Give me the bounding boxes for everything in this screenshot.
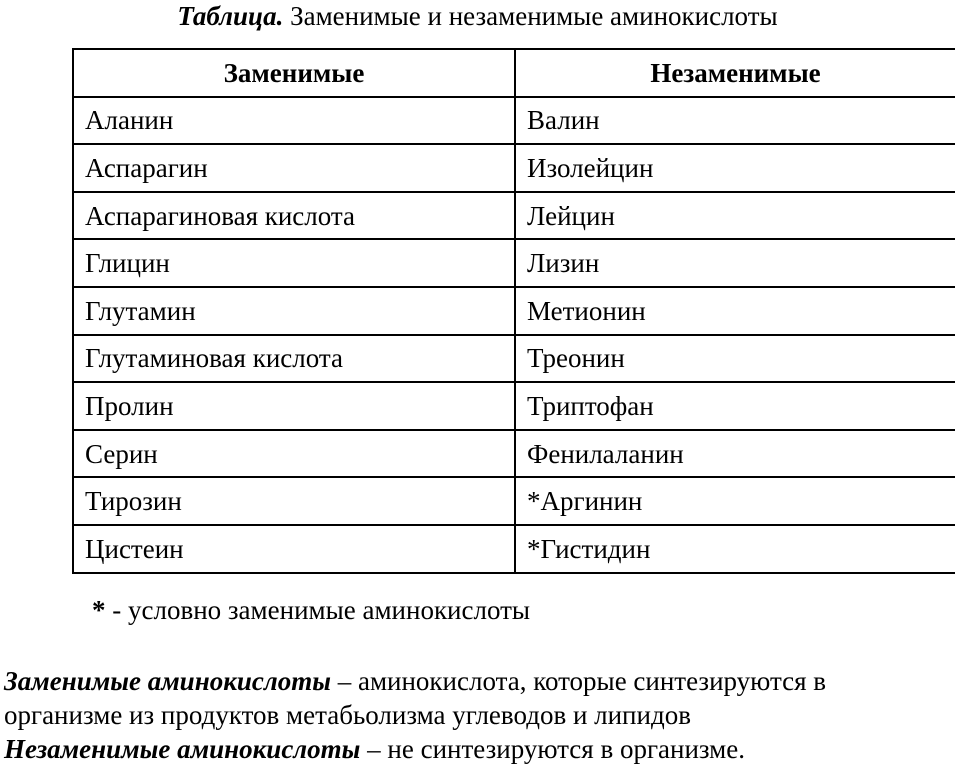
definitions bbox=[4, 664, 955, 766]
table-row bbox=[73, 525, 955, 573]
header-essential: Незаменимые bbox=[515, 49, 955, 97]
replaceable-cell: Глутамин bbox=[73, 287, 515, 335]
essential-cell: Метионин bbox=[515, 287, 955, 335]
header-replaceable: Заменимые bbox=[73, 49, 515, 97]
caption-text: Заменимые и незаменимые аминокислоты bbox=[290, 1, 778, 31]
table-row bbox=[73, 335, 955, 383]
essential-text: – не синтезируются в организме. bbox=[360, 734, 745, 764]
footnote-star: * bbox=[92, 595, 106, 625]
essential-cell: *Аргинин bbox=[515, 477, 955, 525]
replaceable-cell: Глицин bbox=[73, 239, 515, 287]
table-row bbox=[73, 97, 955, 145]
replaceable-cell: Глутаминовая кислота bbox=[73, 335, 515, 383]
essential-cell: Лейцин bbox=[515, 192, 955, 240]
replaceable-cell: Аланин bbox=[73, 97, 515, 145]
replaceable-definition-continued: организме из продуктов метабьолизма углеводов и липидов bbox=[4, 700, 691, 730]
table-row bbox=[73, 192, 955, 240]
essential-term: Незаменимые аминокислоты bbox=[4, 734, 361, 764]
essential-cell: Триптофан bbox=[515, 382, 955, 430]
replaceable-cell: Серин bbox=[73, 430, 515, 478]
table-row bbox=[73, 287, 955, 335]
table-row bbox=[73, 144, 955, 192]
table-header-row bbox=[73, 49, 955, 97]
replaceable-cell: Тирозин bbox=[73, 477, 515, 525]
essential-cell: *Гистидин bbox=[515, 525, 955, 573]
essential-cell: Валин bbox=[515, 97, 955, 145]
essential-cell: Лизин bbox=[515, 239, 955, 287]
replaceable-cell: Аспарагин bbox=[73, 144, 515, 192]
essential-cell: Треонин bbox=[515, 335, 955, 383]
table-row bbox=[73, 382, 955, 430]
footnote-text: - условно заменимые аминокислоты bbox=[105, 595, 531, 625]
essential-cell: Фенилаланин bbox=[515, 430, 955, 478]
footnote bbox=[92, 594, 530, 626]
replaceable-cell: Аспарагиновая кислота bbox=[73, 192, 515, 240]
table-row bbox=[73, 239, 955, 287]
replaceable-definition bbox=[4, 664, 955, 698]
amino-acids-table bbox=[72, 48, 955, 574]
replaceable-term: Заменимые аминокислоты bbox=[4, 666, 331, 696]
table-row bbox=[73, 477, 955, 525]
replaceable-cell: Цистеин bbox=[73, 525, 515, 573]
replaceable-cell: Пролин bbox=[73, 382, 515, 430]
replaceable-text: – аминокислота, которые синтезируются в bbox=[330, 666, 827, 696]
table-caption bbox=[0, 0, 955, 32]
essential-definition bbox=[4, 732, 955, 766]
caption-lead: Таблица. bbox=[177, 1, 284, 31]
table-row bbox=[73, 430, 955, 478]
essential-cell: Изолейцин bbox=[515, 144, 955, 192]
